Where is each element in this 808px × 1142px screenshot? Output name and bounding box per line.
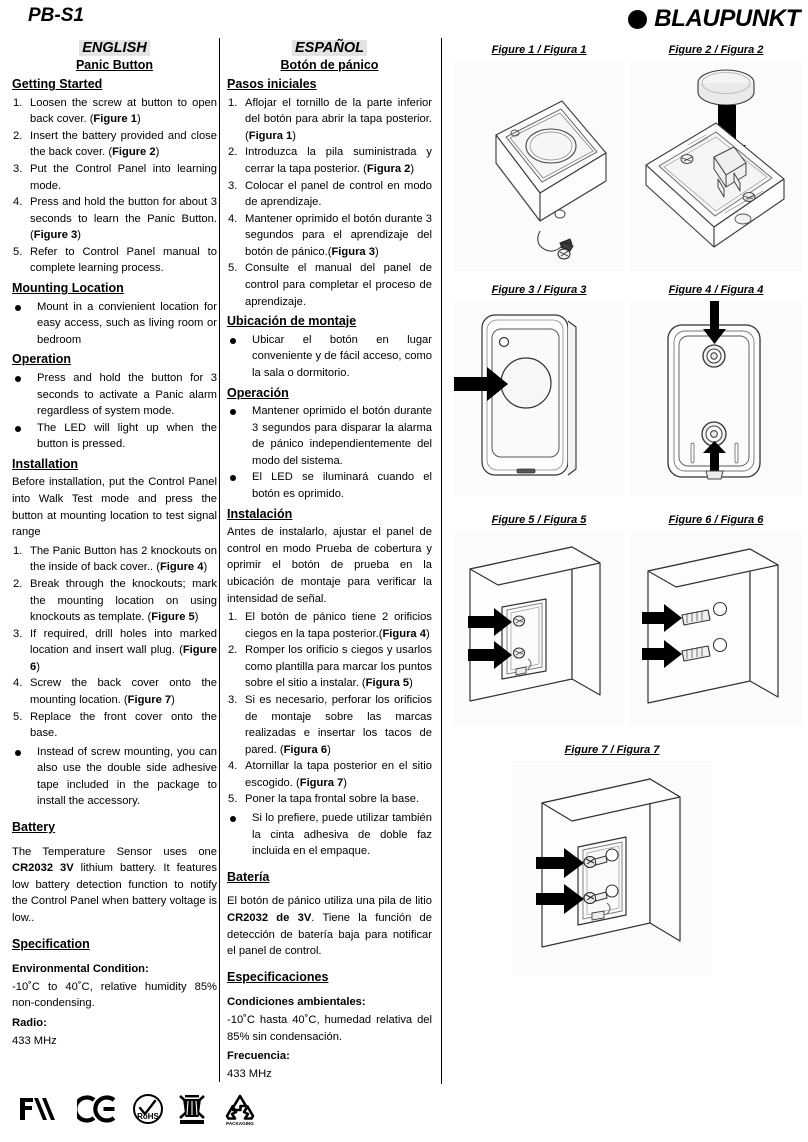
filled-circle-icon xyxy=(628,10,647,29)
label-radio-es: Frecuencia: xyxy=(227,1050,290,1063)
value-environmental-en: -10˚C to 40˚C, relative humidity 85% non-condensing. xyxy=(12,980,217,1010)
figure-6-caption: Figure 6 / Figura 6 xyxy=(668,514,764,526)
figure-2 xyxy=(630,44,802,271)
list-installation-note-es xyxy=(227,810,432,860)
list-item: El botón de pánico tiene 2 orificios ciegos en la tapa posterior.(Figura 4) xyxy=(245,611,432,640)
figure-7 xyxy=(512,744,712,976)
figure-1 xyxy=(454,44,624,271)
figures-region-divider xyxy=(441,38,442,1084)
fcc-icon xyxy=(18,1094,64,1124)
list-item: Mantener oprimido el botón durante 3 segundos para disparar la alarma de pánico independientemente del modo del sistema. xyxy=(227,403,432,469)
figure-4-caption: Figure 4 / Figura 4 xyxy=(668,284,764,296)
value-environmental-es: -10˚C hasta 40˚C, humedad relativa del 85% sin condensación. xyxy=(227,1014,432,1043)
figure-5-caption: Figure 5 / Figura 5 xyxy=(491,514,587,526)
brand-logo xyxy=(628,5,800,33)
list-installation-es xyxy=(227,609,432,808)
list-installation-en xyxy=(12,543,217,742)
value-radio-es: 433 MHz xyxy=(227,1067,272,1080)
list-item: Romper los orificio s ciegos y usarlos como plantilla para marcar los puntos sobre el sitio a instalar. (Figura 5) xyxy=(245,644,432,690)
model-code: PB-S1 xyxy=(28,5,84,26)
heading-getting-started-es: Pasos iniciales xyxy=(227,77,317,91)
list-installation-note-en xyxy=(12,744,217,810)
heading-mounting-location-en: Mounting Location xyxy=(12,280,124,295)
list-item: El LED se iluminará cuando el botón es oprimido. xyxy=(227,469,432,502)
battery-text-es: El botón de pánico utiliza una pila de litio CR2032 de 3V. Tiene la función de detección de batería baja para notificar el panel de control. xyxy=(227,895,432,958)
list-item: Screw the back cover onto the mounting location. (Figure 7) xyxy=(30,677,217,706)
heading-battery-es: Batería xyxy=(227,869,270,884)
list-item: Instead of screw mounting, you can also use the double side adhesive tape included in the package to install the accessory. xyxy=(12,744,217,810)
weee-crossed-bin-icon xyxy=(177,1092,207,1126)
list-item: Refer to Control Panel manual to complete learning process. xyxy=(30,245,217,275)
list-item: Insert the battery provided and close the back cover. (Figure 2) xyxy=(30,129,217,159)
heading-mounting-location-es: Ubicación de montaje xyxy=(227,314,357,329)
packaging-recycle-icon xyxy=(220,1092,260,1126)
list-item: Replace the front cover onto the base. xyxy=(30,710,217,740)
heading-installation-en: Installation xyxy=(12,456,78,471)
label-environmental-en: Environmental Condition: xyxy=(12,963,149,976)
list-item: Atornillar la tapa posterior en el sitio escogido. (Figura 7) xyxy=(245,760,432,789)
figure-5-art xyxy=(454,531,624,726)
doc-title-spanish: Botón de pánico xyxy=(280,58,379,72)
doc-title-english: Panic Button xyxy=(75,58,154,72)
packaging-label: PACKAGING xyxy=(226,1121,254,1126)
list-item: The Panic Button has 2 knockouts on the inside of back cover.. (Figure 4) xyxy=(30,544,217,574)
list-item: Mantener oprimido el botón durante 3 segundos para el aprendizaje del botón de pánico.(Figura 3) xyxy=(245,212,432,258)
heading-specification-en: Specification xyxy=(12,936,90,951)
figure-4 xyxy=(630,284,802,496)
battery-text-en: The Temperature Sensor uses one CR2032 3V lithium battery. It features low battery detection function to notify the Control Panel when battery voltage is low.. xyxy=(12,845,217,924)
list-operation-es xyxy=(227,403,432,502)
english-column xyxy=(12,36,217,1050)
list-operation-en xyxy=(12,370,217,453)
heading-operation-en: Operation xyxy=(12,352,72,367)
figure-4-art xyxy=(630,301,802,496)
heading-operation-es: Operación xyxy=(227,385,289,400)
spanish-column xyxy=(227,36,432,1083)
list-item: Poner la tapa frontal sobre la base. xyxy=(245,793,420,806)
label-environmental-es: Condiciones ambientales: xyxy=(227,996,366,1009)
text-columns-region xyxy=(0,36,452,1084)
installation-intro-en: Before installation, put the Control Panel into Walk Test mode and press the button at mounting location to test signal range xyxy=(12,476,217,539)
list-mounting-location-en xyxy=(12,299,217,349)
list-mounting-location-es xyxy=(227,332,432,382)
rohs-label: RoHS xyxy=(137,1112,159,1121)
list-item: Consulte el manual del panel de control para completar el proceso de aprendizaje. xyxy=(245,262,432,308)
list-item: Aflojar el tornillo de la parte inferior del botón para abrir la tapa posterior.(Figura 1) xyxy=(245,96,432,142)
figure-2-caption: Figure 2 / Figura 2 xyxy=(668,44,764,56)
knockout-upper xyxy=(703,345,725,367)
list-item: Press and hold the button for 3 seconds to activate a Panic alarm regardless of system mode. xyxy=(12,370,217,420)
language-title-spanish: ESPAÑOL xyxy=(227,40,432,56)
list-item: Si lo prefiere, puede utilizar también la cinta adhesiva de doble faz incluida en el empaque. xyxy=(227,810,432,860)
heading-installation-es: Instalación xyxy=(227,506,293,521)
figure-1-caption: Figure 1 / Figura 1 xyxy=(491,44,587,56)
installation-intro-es: Antes de instalarlo, ajustar el panel de control en modo Prueba de cobertura y oprimir el botón de prueba en la ubicación de montaje para verificar la intensidad de señal. xyxy=(227,526,432,605)
list-item: If required, drill holes into marked location and insert wall plug. (Figure 6) xyxy=(30,627,217,673)
heading-specification-es: Especificaciones xyxy=(227,969,329,984)
list-item: Colocar el panel de control en modo de aprendizaje. xyxy=(245,179,432,209)
figure-6 xyxy=(630,514,802,726)
figure-3 xyxy=(454,284,624,496)
certification-row xyxy=(18,1092,260,1126)
rohs-icon xyxy=(132,1093,164,1125)
list-item: Break through the knockouts; mark the mounting location on using knockouts as template. (Figure 5) xyxy=(30,577,217,624)
figure-1-art xyxy=(454,61,624,271)
ce-icon xyxy=(77,1094,119,1124)
figure-3-art xyxy=(454,301,624,496)
label-radio-en: Radio: xyxy=(12,1017,47,1030)
list-getting-started-es xyxy=(227,95,432,311)
list-item: Si es necesario, perforar los orificios de montaje sobre las marcas realizadas e insertar los tacos de pared. (Figura 6) xyxy=(245,694,432,756)
list-item: Press and hold the button for about 3 seconds to learn the Panic Button. (Figure 3) xyxy=(30,196,217,242)
figure-3-caption: Figure 3 / Figura 3 xyxy=(491,284,587,296)
page-header xyxy=(0,0,808,36)
figure-2-art xyxy=(630,61,802,271)
value-radio-en: 433 MHz xyxy=(12,1034,57,1047)
list-item: Introduzca la pila suministrada y cerrar la tapa posterior. (Figura 2) xyxy=(245,146,432,175)
figure-7-art xyxy=(512,761,712,976)
list-getting-started-en xyxy=(12,95,217,277)
brand-name: BLAUPUNKT xyxy=(654,5,800,32)
figure-6-art xyxy=(630,531,802,726)
column-divider xyxy=(219,38,220,1082)
list-item: The LED will light up when the button is pressed. xyxy=(12,420,217,453)
list-item: Put the Control Panel into learning mode. xyxy=(30,162,217,192)
figure-5 xyxy=(454,514,624,726)
list-item: Loosen the screw at button to open back cover. (Figure 1) xyxy=(30,96,217,126)
figure-7-caption: Figure 7 / Figura 7 xyxy=(564,744,660,756)
language-title-english: ENGLISH xyxy=(12,40,217,56)
heading-getting-started-en: Getting Started xyxy=(12,77,103,91)
figures-region xyxy=(452,44,808,1044)
heading-battery-en: Battery xyxy=(12,820,56,835)
certification-footer xyxy=(0,1086,808,1142)
list-item: Mount in a convienient location for easy access, such as living room or bedroom xyxy=(12,299,217,349)
list-item: Ubicar el botón en lugar conveniente y de fácil acceso, como la sala o dormitorio. xyxy=(227,332,432,382)
